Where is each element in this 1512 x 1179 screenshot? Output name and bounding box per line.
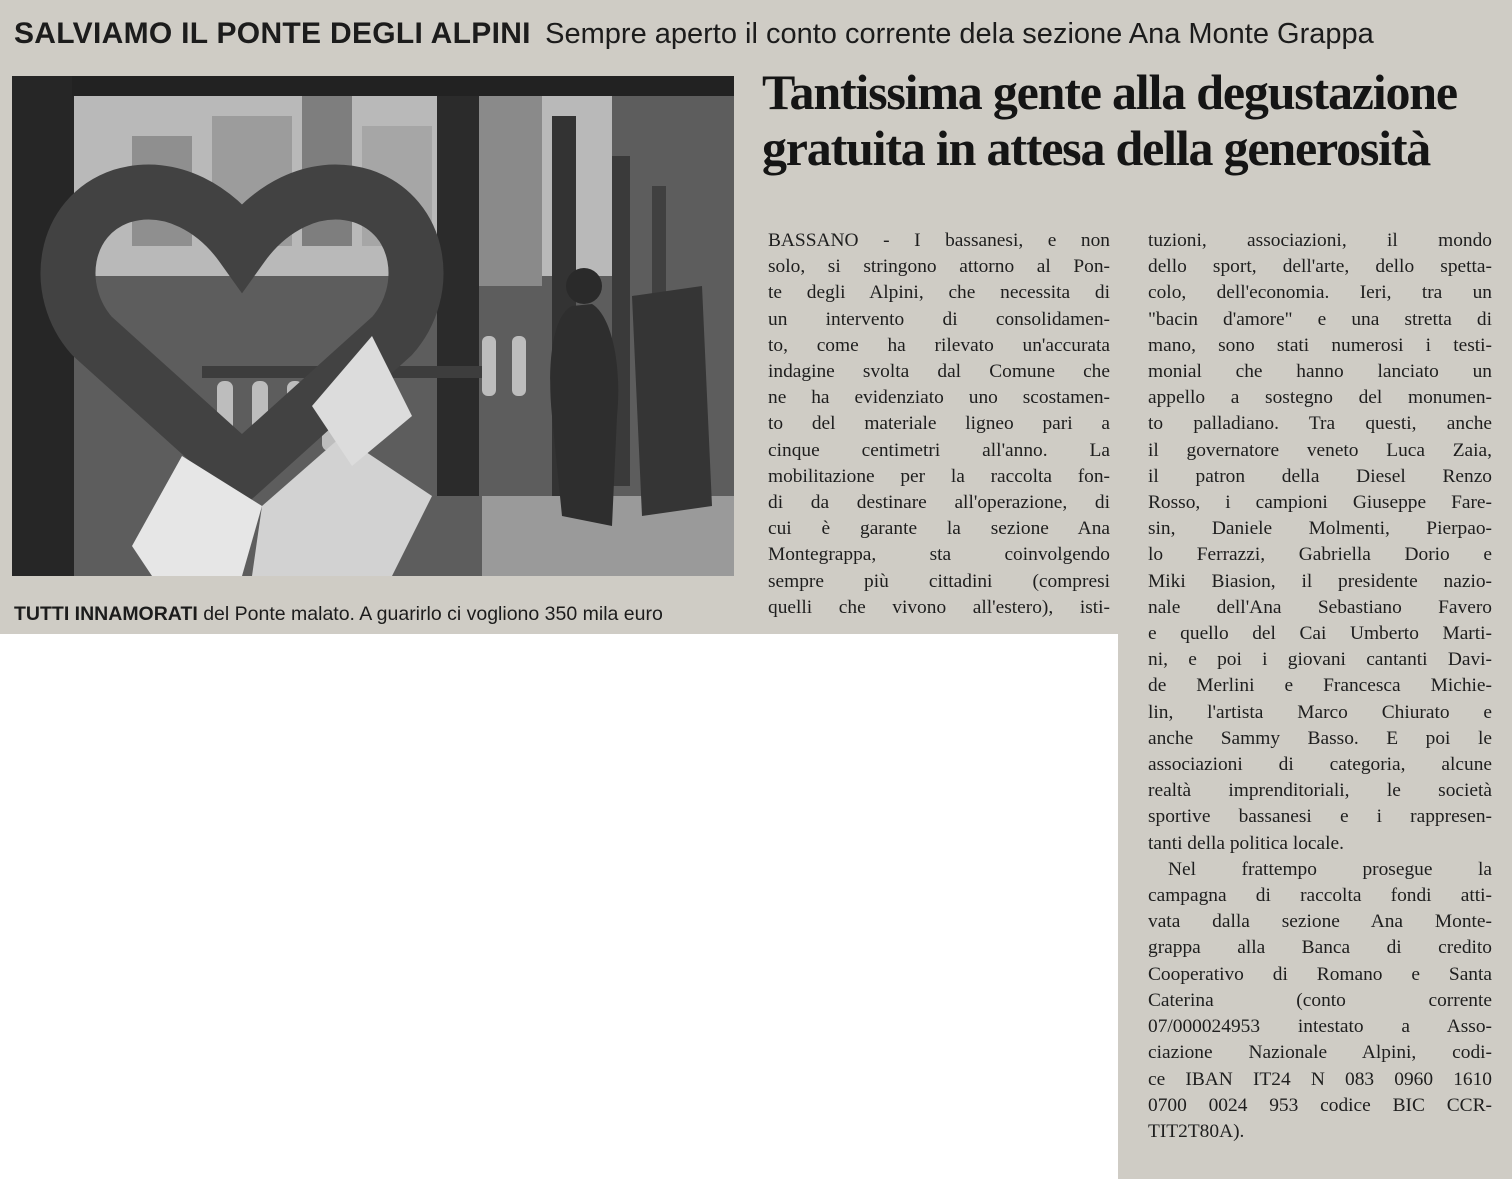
article-line: TIT2T80A). (1148, 1120, 1245, 1142)
kicker (14, 14, 1504, 54)
article-line: e quello del Cai Umberto Marti- (1148, 623, 1492, 645)
article-line: to palladiano. Tra questi, anche (1148, 413, 1492, 435)
article-photo (12, 76, 734, 576)
article-line: ne ha evidenziato uno scostamen- (768, 387, 1110, 409)
article-line: il governatore veneto Luca Zaia, (1148, 439, 1492, 461)
article-line: di da destinare all'operazione, di (768, 492, 1110, 514)
article-line: colo, dell'economia. Ieri, tra un (1148, 282, 1492, 304)
photo-bridge-heart-sculpture (12, 76, 734, 576)
article-line: sempre più cittadini (compresi (768, 570, 1110, 592)
article-line: mobilitazione per la raccolta fon- (768, 465, 1110, 487)
article-line: realtà imprenditoriali, le società (1148, 780, 1492, 802)
headline-line-2: gratuita in attesa della generosità (762, 120, 1431, 176)
article-line: sin, Daniele Molmenti, Pierpao- (1148, 518, 1492, 540)
article-line: ni, e poi i giovani cantanti Davi- (1148, 649, 1492, 671)
article-line: vata dalla sezione Ana Monte- (1148, 911, 1492, 933)
article-line: solo, si stringono attorno al Pon- (768, 256, 1110, 278)
article-line: quelli che vivono all'estero), isti- (768, 596, 1110, 618)
article-line: nale dell'Ana Sebastiano Favero (1148, 596, 1492, 618)
article-line: Rosso, i campioni Giuseppe Fare- (1148, 492, 1492, 514)
article-line: anche Sammy Basso. E poi le (1148, 727, 1492, 749)
article-line: de Merlini e Francesca Michie- (1148, 675, 1492, 697)
article-line: "bacin d'amore" e una stretta di (1148, 308, 1492, 330)
article-line: tuzioni, associazioni, il mondo (1148, 230, 1492, 251)
article-line: Cooperativo di Romano e Santa (1148, 963, 1492, 985)
article-line: cui è garante la sezione Ana (768, 518, 1110, 540)
article-line: monial che hanno lanciato un (1148, 361, 1492, 383)
article-line: ciazione Nazionale Alpini, codi- (1148, 1042, 1492, 1064)
article-line: 0700 0024 953 codice BIC CCR- (1148, 1094, 1492, 1116)
kicker-label: SALVIAMO IL PONTE DEGLI ALPINI (14, 17, 531, 50)
article-line: tanti della politica locale. (1148, 832, 1344, 854)
article-column-2 (1148, 228, 1492, 1145)
caption-text: del Ponte malato. A guarirlo ci vogliono 350 mila euro (203, 603, 663, 625)
article-line: to, come ha rilevato un'accurata (768, 334, 1110, 356)
article-line: to del materiale ligneo pari a (768, 413, 1110, 435)
article-column-1 (768, 228, 1110, 621)
headline (762, 64, 1502, 176)
article-line: dello sport, dell'arte, dello spetta- (1148, 256, 1492, 278)
article-line: grappa alla Banca di credito (1148, 937, 1492, 959)
article-line: BASSANO - I bassanesi, e non (768, 230, 1110, 251)
article-line: mano, sono stati numerosi i testi- (1148, 334, 1492, 356)
article-line: appello a sostegno del monumen- (1148, 387, 1492, 409)
caption-label: TUTTI INNAMORATI (14, 603, 198, 625)
article-line: ce IBAN IT24 N 083 0960 1610 (1148, 1068, 1492, 1090)
article-line: il patron della Diesel Renzo (1148, 465, 1492, 487)
article-line: Caterina (conto corrente (1148, 989, 1492, 1011)
photo-caption (14, 600, 734, 628)
article-line: Montegrappa, sta coinvolgendo (768, 544, 1110, 566)
article-line: campagna di raccolta fondi atti- (1148, 885, 1492, 907)
article-line: 07/000024953 intestato a Asso- (1148, 1016, 1492, 1038)
article-line: indagine svolta dal Comune che (768, 361, 1110, 383)
article-line: cinque centimetri all'anno. La (768, 439, 1110, 461)
article-line: associazioni di categoria, alcune (1148, 754, 1492, 776)
article-line: Miki Biasion, il presidente nazio- (1148, 570, 1492, 592)
article-line: Nel frattempo prosegue la (1168, 858, 1492, 880)
article-line: lo Ferrazzi, Gabriella Dorio e (1148, 544, 1492, 566)
headline-line-1: Tantissima gente alla degustazione (762, 64, 1457, 120)
article-line: sportive bassanesi e i rappresen- (1148, 806, 1492, 828)
article-line: un intervento di consolidamen- (768, 308, 1110, 330)
article-line: lin, l'artista Marco Chiurato e (1148, 701, 1492, 723)
kicker-text: Sempre aperto il conto corrente dela sezione Ana Monte Grappa (545, 18, 1374, 50)
article-line: te degli Alpini, che necessita di (768, 282, 1110, 304)
